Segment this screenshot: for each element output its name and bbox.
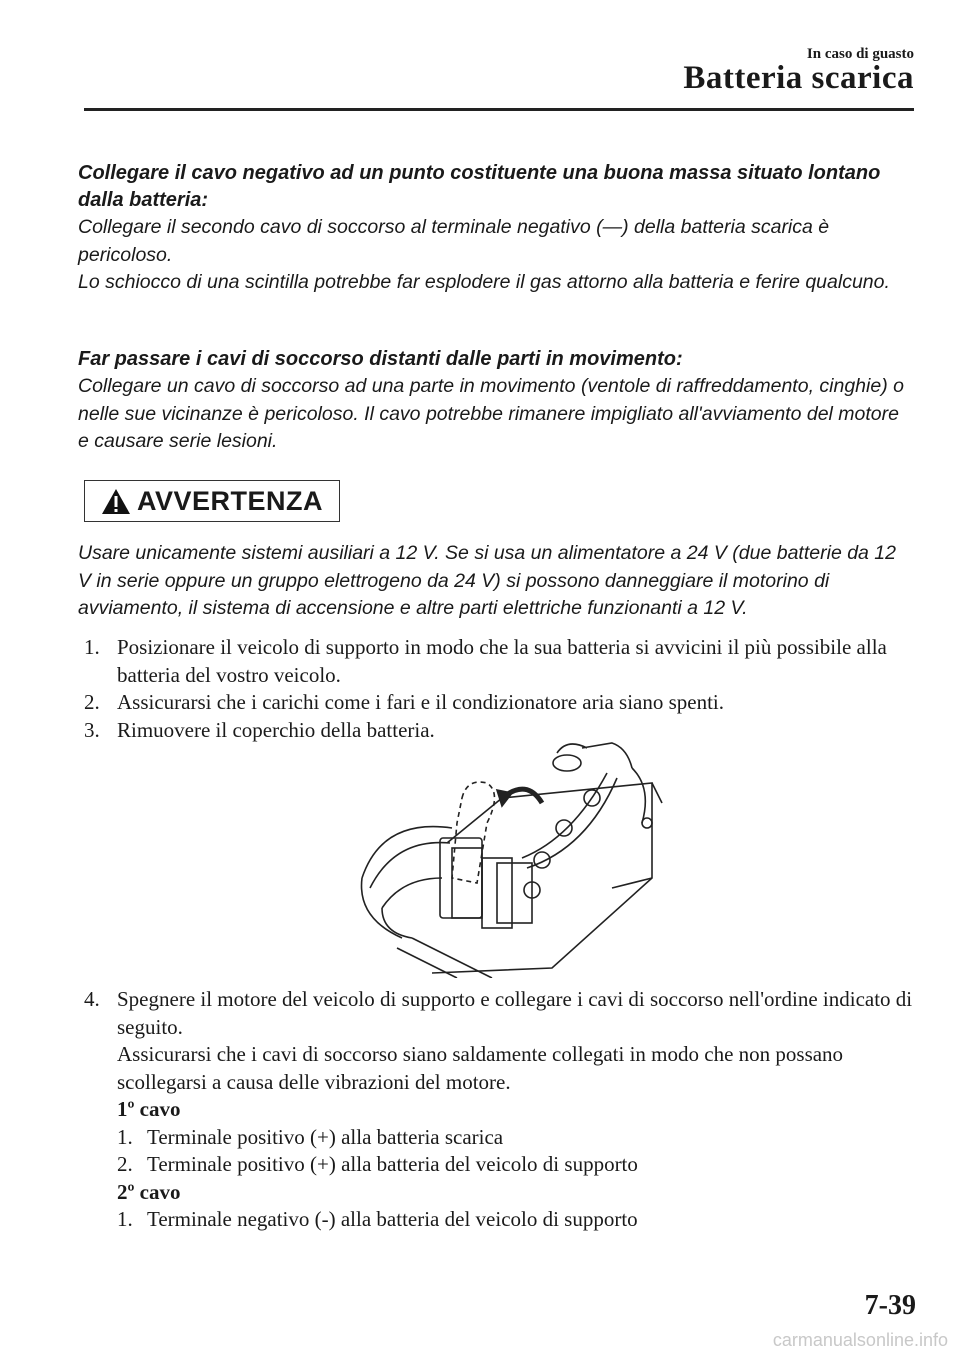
step-4-details: [84, 1041, 914, 1234]
steps-list: [84, 634, 914, 744]
step-4: [84, 986, 914, 1234]
step-text: Posizionare il veicolo di supporto in modo che la sua batteria si avvicini il più possibile alla batteria del vostro veicolo.: [117, 635, 887, 687]
warning-block-2: [78, 346, 912, 456]
caution-label: AVVERTENZA: [136, 485, 323, 516]
warning-block-1: [78, 160, 912, 297]
caution-paragraph: Usare unicamente sistemi ausiliari a 12 V. Se si usa un alimentatore a 24 V (due batterie da 12 V in serie oppure un gruppo elettrogeno da 24 V) si possono danneggiare il motorino di avviamento, il sistema di accensione e altre parti elettriche funzionanti a 12 V.: [78, 542, 897, 619]
watermark: carmanualsonline.info: [772, 1330, 948, 1350]
item-number: 2.: [117, 1152, 133, 1176]
page-title: Batteria scarica: [683, 60, 914, 96]
step-number: 2.: [84, 690, 100, 714]
item-number: 1.: [117, 1207, 133, 1231]
list-item: [117, 1124, 914, 1152]
list-item: [84, 634, 914, 689]
warning-text: Collegare un cavo di soccorso ad una parte in movimento (ventole di raffreddamento, cinghie) o nelle sue vicinanze è pericoloso. Il cavo potrebbe rimanere impigliato all'avviamento del motore e causare serie lesioni.: [78, 375, 904, 452]
cable-2-list: [117, 1206, 914, 1234]
step-text: Spegnere il motore del veicolo di supporto e collegare i cavi di soccorso nell'ordine indicato di seguito.: [117, 987, 913, 1039]
step-text: Rimuovere il coperchio della batteria.: [117, 717, 435, 742]
step-number: 4.: [84, 987, 100, 1011]
item-text: Terminale negativo (-) alla batteria del veicolo di supporto: [147, 1207, 638, 1231]
step-number: 1.: [84, 635, 100, 659]
cable-2-title: 2º cavo: [117, 1179, 181, 1204]
list-item: [117, 1151, 914, 1179]
caution-badge: [84, 480, 340, 522]
battery-cover-illustration: [352, 738, 672, 978]
step-number: 3.: [84, 717, 100, 742]
page-number: 7-39: [864, 1290, 916, 1321]
step-text: Assicurarsi che i cavi di soccorso siano saldamente collegati in modo che non possano scollegarsi a causa delle vibrazioni del motore.: [117, 1042, 844, 1094]
list-item: [84, 986, 914, 1041]
header-rule: [84, 108, 914, 111]
item-text: Terminale positivo (+) alla batteria del veicolo di supporto: [147, 1152, 638, 1176]
warning-heading: Collegare il cavo negativo ad un punto costituente una buona massa situato lontano dalla batteria:: [78, 162, 881, 211]
warning-triangle-icon: [101, 488, 131, 515]
item-text: Terminale positivo (+) alla batteria scarica: [147, 1124, 504, 1149]
steps-list: [84, 986, 914, 1041]
caution-text: [78, 540, 912, 623]
item-number: 1.: [117, 1124, 133, 1149]
list-item: [117, 1206, 914, 1234]
warning-heading: Far passare i cavi di soccorso distanti dalle parti in movimento:: [78, 348, 683, 370]
list-item: [84, 689, 914, 717]
step-text: Assicurarsi che i carichi come i fari e il condizionatore aria siano spenti.: [117, 690, 725, 714]
header-section-label: In caso di guasto: [806, 46, 914, 62]
cable-1-list: [117, 1124, 914, 1179]
cable-1-title: 1º cavo: [117, 1097, 181, 1121]
warning-text: Collegare il secondo cavo di soccorso al terminale negativo (—) della batteria scarica è pericoloso. Lo schiocco di una scintilla potrebbe far esplodere il gas attorno alla batteria e ferire qualcuno.: [78, 216, 890, 293]
